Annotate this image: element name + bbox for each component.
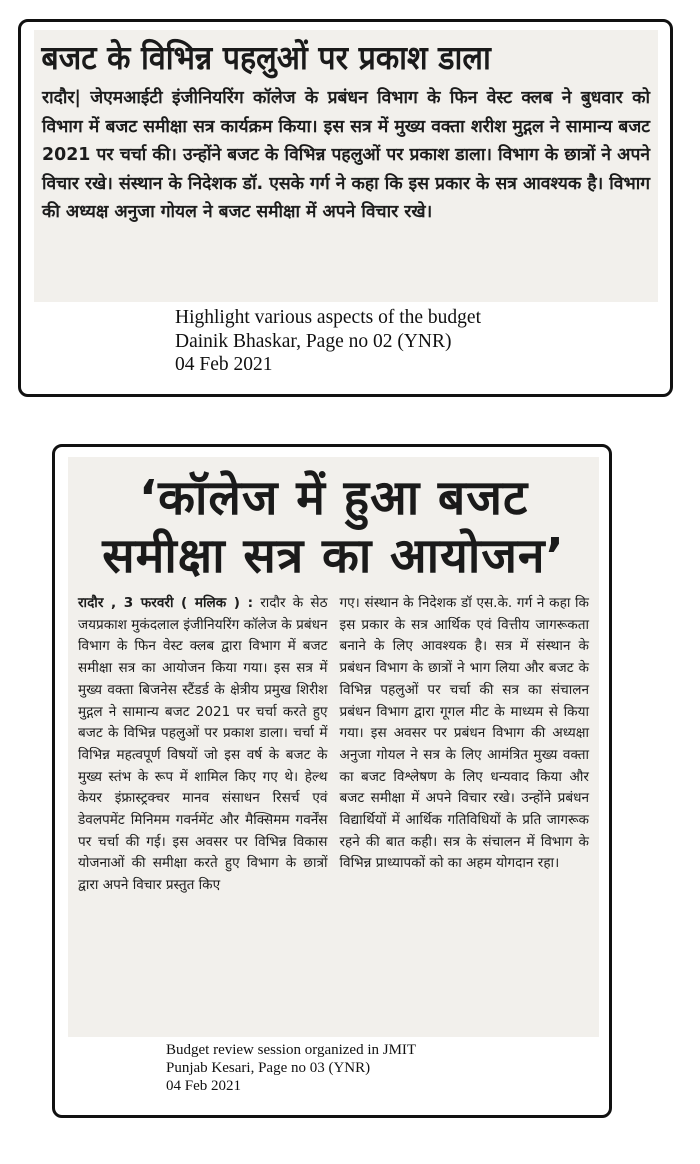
clipping-caption: [166, 1041, 416, 1095]
clipping-headline-line2: समीक्षा सत्र का आयोजन’: [102, 528, 565, 584]
caption-source: Punjab Kesari, Page no 03 (YNR): [166, 1060, 371, 1076]
column-text: गए। संस्थान के निदेशक डॉ एस.के. गर्ग ने कहा कि इस प्रकार के सत्र आर्थिक एवं वित्तीय जागरूकता बनाने के लिए आवश्यक है। सत्र में संस्थान के प्रबंधन विभाग के छात्रों ने भाग लिया और बजट के विभिन्न पहलुओं पर चर्चा की सत्र का संचालन प्रबंधन विभाग द्वारा गूगल मीट के माध्यम से किया गया। इस अवसर पर प्रबंधन विभाग की अध्यक्षा अनुजा गोयल ने सत्र के लिए आमंत्रित मुख्य वक्ता का बजट विश्लेषण के लिए धन्यवाद किया और बजट समीक्षा में अपने विचार रखे। उन्होंने प्रबंधन विद्यार्थियों में आर्थिक गतिविधियों के प्रति जागरूक रहने की बात कही। सत्र के संचालन में विभाग के विभिन्न प्राध्यापकों को का अहम योगदान रहा।: [339, 595, 589, 872]
column-text: रादौर के सेठ जयप्रकाश मुकंदलाल इंजीनियरिंग कॉलेज के प्रबंधन विभाग के फिन वेस्ट क्लब द्वारा विभाग में बजट समीक्षा सत्र का आयोजन किया गया। इस सत्र में मुख्य वक्ता बिजनेस स्टैंडर्ड के क्षेत्रीय प्रमुख शिरीश मुद्गल ने सामान्य बजट 2021 पर चर्चा करते हुए बजट के विभिन्न पहलुओं पर प्रकाश डाला। चर्चा में विभिन्न महत्वपूर्ण विषयों जो इस वर्ष के बजट के मुख्य स्तंभ के रूप में शामिल किए गए थे। हेल्थ केयर इंफ्रास्ट्रक्चर मानव संसाधन रिसर्च एवं डेवलपमेंट मिनिमम गवर्नमेंट और मैक्सिमम गवर्नेंस पर चर्चा की गई। इस अवसर पर विभिन्न विकास योजनाओं की समीक्षा करते हुए विभाग के छात्रों द्वारा अपने विचार प्रस्तुत किए: [78, 595, 328, 894]
clipping-headline-line1: ‘कॉलेज में हुआ बजट: [138, 470, 529, 526]
caption-date: 04 Feb 2021: [166, 1078, 241, 1094]
news-clipping-dainik-bhaskar: [18, 19, 673, 397]
article-column-2: [340, 593, 590, 897]
article-text: जेएमआईटी इंजीनियरिंग कॉलेज के प्रबंधन विभाग के फिन वेस्ट क्लब ने बुधवार को विभाग में बजट समीक्षा सत्र कार्यक्रम किया। इस सत्र में मुख्य वक्ता शरीश मुद्गल ने सामान्य बजट 2021 पर चर्चा की। उन्होंने बजट के विभिन्न पहलुओं पर प्रकाश डाला। विभाग के छात्रों ने अपने विचार रखे। संस्थान के निदेशक डॉ. एसके गर्ग ने कहा कि इस प्रकार के सत्र आवश्यक है। विभाग की अध्यक्ष अनुजा गोयल ने बजट समीक्षा में अपने विचार रखे।: [42, 88, 650, 223]
caption-source: Dainik Bhaskar, Page no 02 (YNR): [175, 330, 452, 352]
article-column-1: [78, 593, 328, 897]
article-columns: [68, 585, 599, 897]
caption-title: Budget review session organized in JMIT: [166, 1042, 417, 1058]
clipping-headline: बजट के विभिन्न पहलुओं पर प्रकाश डाला: [41, 38, 491, 77]
clipping-image: [68, 457, 599, 1037]
news-clipping-punjab-kesari: [52, 444, 612, 1118]
caption-title: Highlight various aspects of the budget: [175, 307, 481, 328]
dateline: रादौर|: [42, 88, 81, 108]
caption-date: 04 Feb 2021: [175, 354, 273, 375]
clipping-body: [34, 80, 658, 227]
clipping-caption: [175, 306, 481, 377]
dateline: रादौर , 3 फरवरी ( मलिक ) :: [78, 595, 254, 611]
clipping-image: [34, 30, 658, 302]
